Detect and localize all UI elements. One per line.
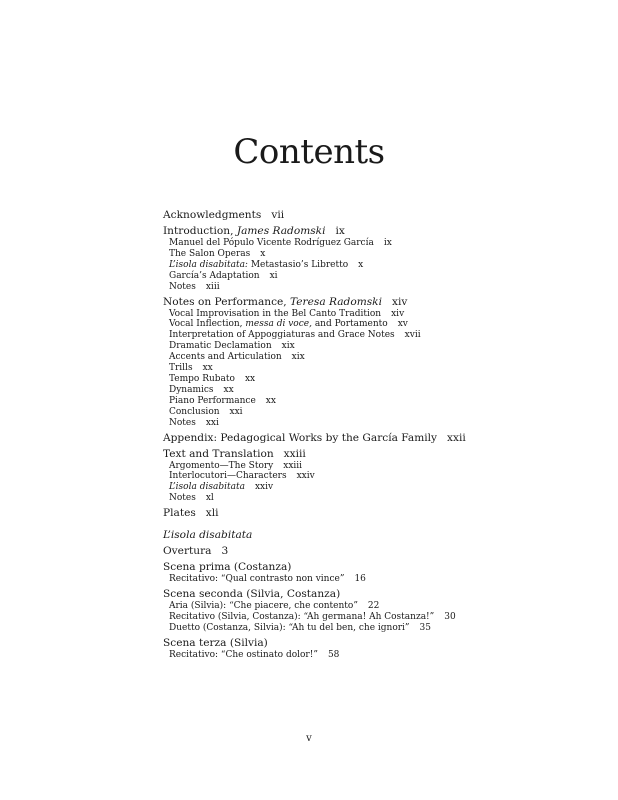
subentry-label: Conclusion (169, 406, 220, 417)
subentry-label: Dramatic Declamation (169, 341, 272, 352)
subentry-label: Duetto (Costanza, Silvia): “Ah tu del ben, che ignori” (169, 622, 410, 633)
entry-page: xli (205, 507, 219, 520)
entry-page: vii (271, 209, 285, 221)
subentry-label: Vocal Improvisation in the Bel Canto Tradition (169, 308, 382, 319)
toc-subentry[interactable] (163, 407, 583, 418)
toc-subentry[interactable] (163, 461, 583, 472)
subentry-page: xvii (404, 330, 421, 341)
toc-subentry[interactable] (163, 493, 583, 504)
toc-entry-scena-prima[interactable] (163, 560, 583, 574)
entry-page: xiv (391, 295, 408, 308)
subentry-label: Recitativo (Silvia, Costanza): “Ah germana! Ah Costanza!” (169, 611, 435, 622)
toc-subentry[interactable] (163, 352, 583, 363)
toc-subentry[interactable] (163, 623, 583, 634)
introduction-subentries (163, 238, 583, 293)
toc-subentry[interactable] (163, 601, 583, 612)
subentry-page: xxi (205, 417, 219, 428)
subentry-label-continued: and Portamento (311, 319, 388, 330)
subentry-page: xx (265, 395, 276, 406)
subentry-label: Notes (169, 493, 196, 504)
toc-subentry[interactable] (163, 260, 583, 271)
subentry-page: 22 (367, 601, 380, 612)
page-title: Contents (233, 132, 385, 172)
subentry-italic: L’isola disabitata (169, 482, 245, 493)
text-translation-subentries (163, 461, 583, 505)
toc-entry-scena-terza[interactable] (163, 636, 583, 650)
toc-subentry[interactable] (163, 341, 583, 352)
toc-subentry[interactable] (163, 418, 583, 429)
entry-label: Introduction, (163, 225, 237, 237)
subentry-page: xxi (229, 406, 243, 417)
subentry-label: Trills (169, 363, 193, 374)
subentry-page: 35 (419, 622, 431, 633)
toc-subentry[interactable] (163, 271, 583, 282)
subentry-label: Interpretation of Appoggiaturas and Grace Notes (169, 330, 395, 341)
subentry-label: Interlocutori—Characters (169, 471, 287, 482)
subentry-label: Notes (169, 281, 196, 292)
page-number: v (306, 733, 312, 744)
toc-entry-notes-on-performance[interactable] (163, 295, 583, 309)
performance-subentries (163, 309, 583, 429)
subentry-page: xxiii (283, 460, 303, 471)
entry-author: James Radomski (236, 225, 326, 237)
toc-subentry[interactable] (163, 309, 583, 320)
entry-page: ix (335, 225, 345, 237)
subentry-label: Accents and Articulation (169, 352, 282, 363)
entry-label: Plates (163, 507, 196, 520)
subentry-page: xix (281, 341, 295, 352)
subentry-label: Piano Performance (169, 395, 256, 406)
subentry-page: xx (244, 373, 256, 384)
toc-subentry[interactable] (163, 396, 583, 407)
entry-label: Appendix: Pedagogical Works by the García Family (163, 431, 438, 444)
entry-label: Scena terza (Silvia) (163, 636, 268, 649)
subentry-label: The Salon Operas (169, 248, 251, 259)
subentry-page: xiv (391, 308, 405, 319)
subentry-page: xv (397, 319, 408, 330)
entry-label: Notes on Performance, (163, 295, 291, 308)
subentry-page: ix (383, 238, 392, 248)
toc-subentry[interactable] (163, 574, 583, 585)
entry-label: Overtura (163, 545, 212, 558)
toc-entry-scena-seconda[interactable] (163, 587, 583, 601)
table-of-contents (163, 208, 583, 663)
toc-subentry[interactable] (163, 612, 583, 623)
toc-subentry[interactable] (163, 650, 583, 661)
subentry-page: 58 (327, 649, 340, 660)
scena-terza-subentries (163, 650, 583, 661)
toc-subentry[interactable] (163, 319, 583, 330)
entry-label: Scena prima (Costanza) (163, 561, 292, 574)
toc-entry-acknowledgments[interactable] (163, 208, 583, 222)
subentry-page: xiii (205, 281, 220, 292)
toc-subentry[interactable] (163, 374, 583, 385)
toc-subentry[interactable] (163, 330, 583, 341)
subentry-label: Manuel del Pópulo Vicente Rodríguez García (169, 238, 374, 248)
subentry-italic: messa di voce, (245, 319, 312, 330)
subentry-label: Recitativo: “Che ostinato dolor!” (169, 649, 318, 660)
toc-entry-text-and-translation[interactable] (163, 447, 583, 461)
subentry-label: Aria (Silvia): “Che piacere, che contento” (169, 601, 358, 612)
subentry-label: Dynamics (169, 384, 214, 395)
entry-author: Teresa Radomski (290, 295, 382, 308)
opera-title (163, 528, 583, 542)
toc-subentry[interactable] (163, 238, 583, 249)
subentry-page: xl (205, 493, 214, 504)
toc-entry-introduction[interactable] (163, 224, 583, 238)
subentry-page: 30 (444, 611, 456, 622)
subentry-page: xx (202, 363, 213, 374)
toc-subentry[interactable] (163, 249, 583, 260)
subentry-label: Argomento—The Story (169, 460, 274, 471)
subentry-page: xxiv (296, 471, 315, 482)
subentry-label: Tempo Rubato (169, 373, 235, 384)
subentry-label: Notes (169, 417, 196, 428)
subentry-page: xix (291, 352, 305, 363)
entry-page: xxiii (283, 447, 306, 460)
subentry-page: xx (223, 384, 234, 395)
subentry-label: García’s Adaptation (169, 270, 260, 281)
subentry-page: x (260, 248, 266, 259)
subentry-page: xxiv (254, 482, 274, 493)
entry-label: Scena seconda (Silvia, Costanza) (163, 588, 341, 601)
toc-subentry[interactable] (163, 282, 583, 293)
scena-seconda-subentries (163, 601, 583, 634)
subentry-page: xi (269, 270, 278, 281)
entry-page: 3 (221, 545, 229, 558)
entry-page: xxii (447, 431, 466, 444)
toc-entry-plates[interactable] (163, 506, 583, 520)
subentry-italic: L’isola disabitata: (169, 259, 248, 270)
subentry-label: Recitativo: “Qual contrasto non vince” (169, 574, 345, 585)
toc-entry-appendix[interactable] (163, 431, 583, 445)
toc-entry-overtura[interactable] (163, 544, 583, 558)
toc-subentry[interactable] (163, 385, 583, 396)
opera-title-text: L’isola disabitata (163, 529, 253, 542)
entry-label: Text and Translation (163, 447, 274, 460)
toc-subentry[interactable] (163, 482, 583, 493)
subentry-page: 16 (354, 574, 366, 585)
subentry-page: x (358, 259, 364, 270)
toc-subentry[interactable] (163, 471, 583, 482)
scena-prima-subentries (163, 574, 583, 585)
entry-label: Acknowledgments (163, 209, 262, 221)
subentry-label: Vocal Inflection, (169, 319, 246, 330)
subentry-label: Metastasio’s Libretto (247, 259, 349, 270)
toc-subentry[interactable] (163, 363, 583, 374)
